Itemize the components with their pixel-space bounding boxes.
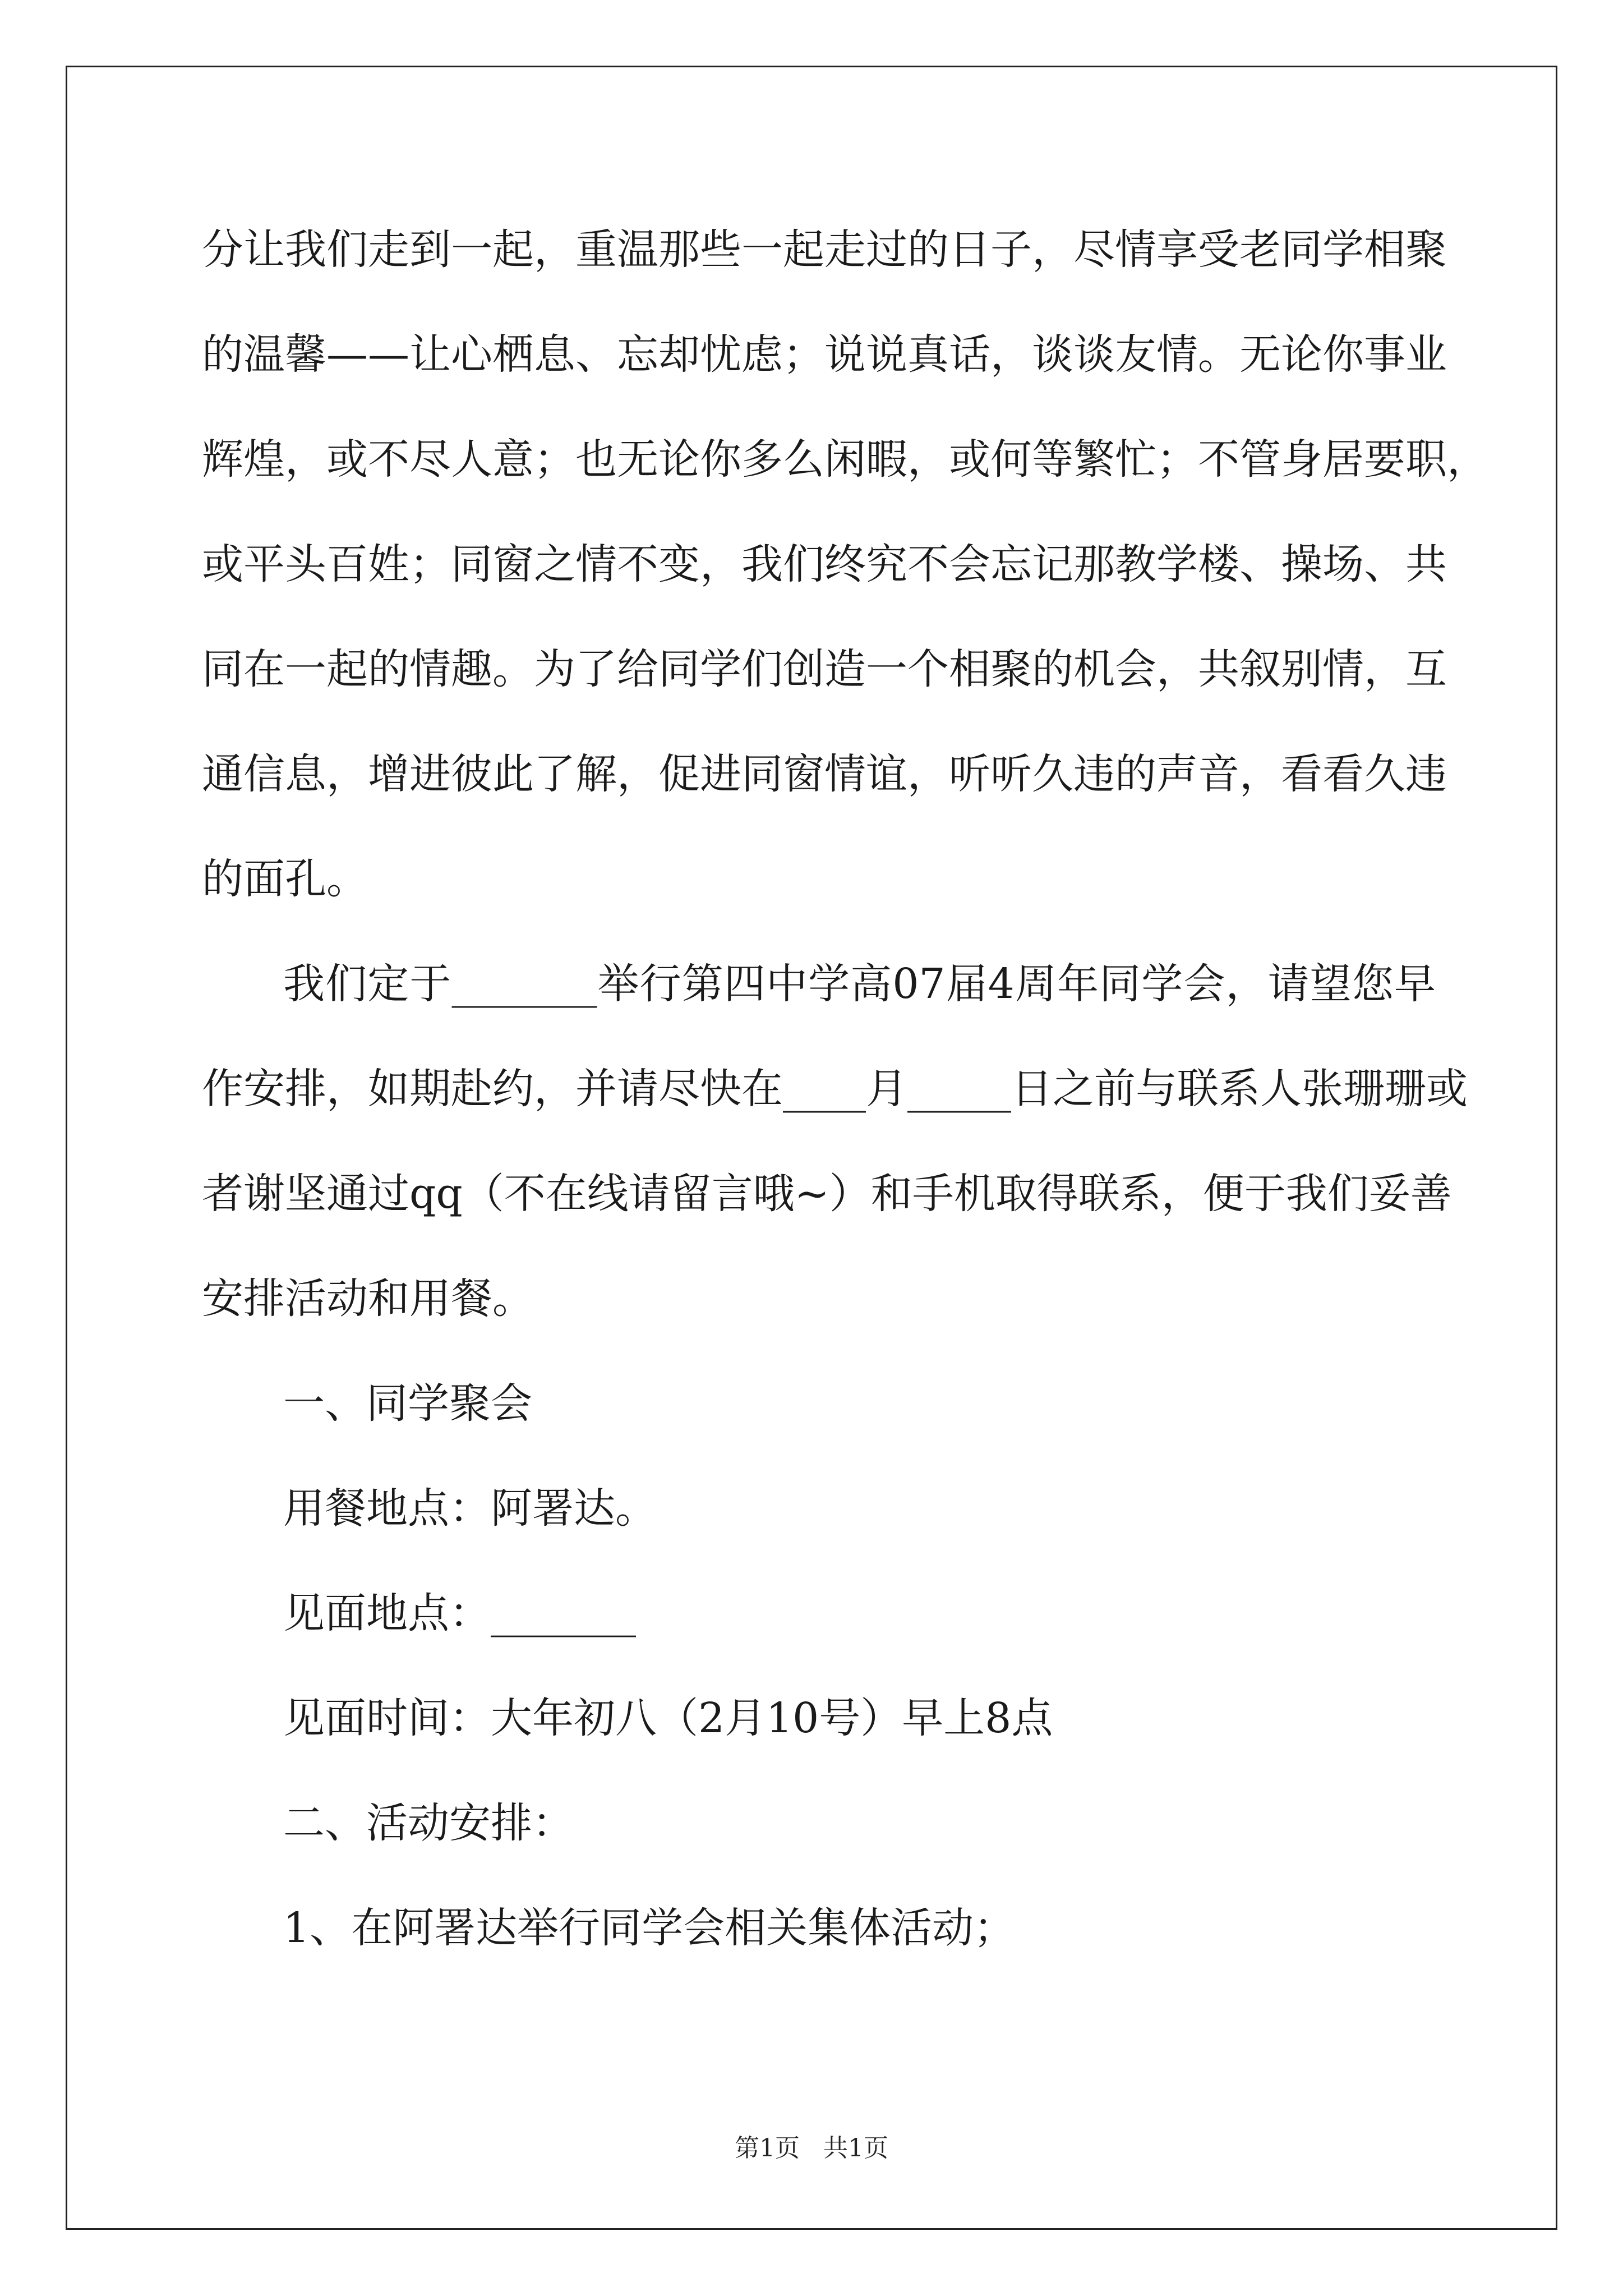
text-line: 辉煌，或不尽人意；也无论你多么闲暇，或何等繁忙；不管身居要职， xyxy=(202,435,1488,484)
text-line: 同在一起的情趣。为了给同学们创造一个相聚的机会，共叙别情，互 xyxy=(202,645,1447,693)
page-footer xyxy=(0,2132,1623,2165)
text-line: 安排活动和用餐。 xyxy=(202,1274,534,1323)
page-number-current: 第1页 xyxy=(735,2134,800,2162)
text-line: 见面时间：大年初八（2月10号）早上8点 xyxy=(283,1694,1053,1742)
text-line: 的面孔。 xyxy=(202,855,368,903)
section-heading: 一、同学聚会 xyxy=(283,1379,532,1428)
text-line: 通信息，增进彼此了解，促进同窗情谊，听听久违的声音，看看久违 xyxy=(202,750,1447,798)
section-heading: 二、活动安排： xyxy=(283,1799,574,1847)
text-line: 见面地点：_______ xyxy=(283,1589,636,1637)
text-line: 分让我们走到一起，重温那些一起走过的日子，尽情享受老同学相聚 xyxy=(202,226,1447,274)
text-line: 1、在阿署达举行同学会相关集体活动； xyxy=(283,1904,1016,1952)
text-line: 者谢坚通过qq（不在线请留言哦~）和手机取得联系，便于我们妥善 xyxy=(202,1170,1452,1218)
text-line: 的温馨——让心栖息、忘却忧虑；说说真话，谈谈友情。无论你事业 xyxy=(202,330,1447,379)
page-number-total: 共1页 xyxy=(823,2134,888,2162)
text-line: 或平头百姓；同窗之情不变，我们终究不会忘记那教学楼、操场、共 xyxy=(202,540,1447,588)
text-line: 用餐地点：阿署达。 xyxy=(283,1484,657,1533)
text-line: 作安排，如期赴约，并请尽快在____月_____日之前与联系人张珊珊或 xyxy=(202,1065,1468,1113)
text-line: 我们定于_______举行第四中学高07届4周年同学会，请望您早 xyxy=(283,960,1436,1008)
